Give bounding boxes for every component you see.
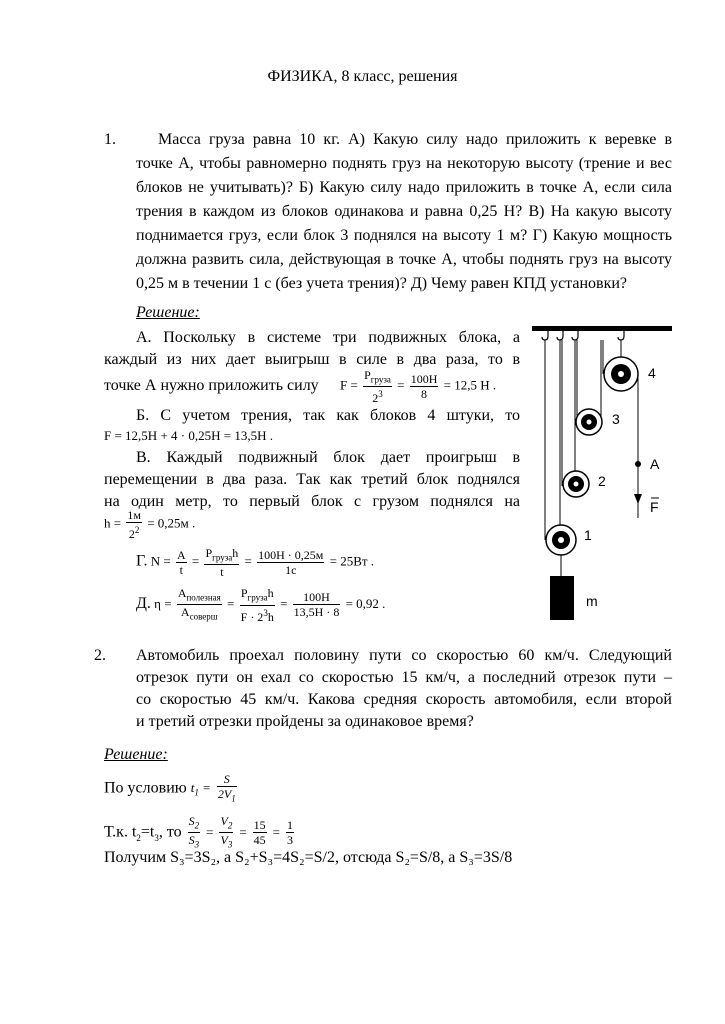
label-3: 3 bbox=[612, 411, 620, 427]
part-a-formula: F = $\frac{P_{груза}}{2^3}$ = $\frac{100Н}{8}$ = 12,5 Н . bbox=[340, 368, 497, 406]
part-g-formula: Г. N = $\frac{A}{t}$ = $\frac{P_{груза}h}{t}$ = $\frac{100Н \cdot 0,25м}{1с}$ = 25Вт . bbox=[136, 546, 375, 580]
ceiling-bar bbox=[532, 326, 672, 331]
solution-2-ratio: Т.к. $t_2=t_3$, то $\frac{S_2}{S_3}$ = $\frac{V_2}{V_3}$ = $\frac{15}{45}$ = $\frac{1}{3}$ bbox=[104, 814, 294, 850]
pulley-4 bbox=[604, 357, 656, 391]
part-b-formula: F = 12,5Н + 4 · 0,25Н = 13,5Н . bbox=[104, 428, 273, 443]
force-arrow-head bbox=[634, 494, 642, 504]
part-a-line-1: А. Поскольку в системе три подвижных блока, а bbox=[136, 329, 520, 346]
solution-2-label: Решение: bbox=[104, 746, 168, 763]
problem-2-line-3: со скоростью 45 км/ч. Какова средняя скорость автомобиля, если второй bbox=[136, 691, 672, 708]
fraction-100-over-8: $\frac{100Н}{8}$ bbox=[410, 372, 438, 402]
page-title: ФИЗИКА, 8 класс, решения bbox=[267, 68, 458, 85]
part-c-line-1: В. Каждый подвижный блок дает проигрыш в bbox=[136, 449, 520, 466]
pulley-2 bbox=[563, 471, 606, 497]
solution-2-condition: По условию $t_1$ = $\frac{S}{2V_1}$ bbox=[104, 772, 236, 804]
part-c-line-2: перемещении в два раза. Так как третий блок поднялся bbox=[104, 471, 520, 488]
fraction-1m-over-4: $\frac{1м}{2^2}$ bbox=[127, 508, 141, 541]
problem-1-text: точке А, чтобы равномерно поднять груз на некоторую высоту (трение и вес блоков не учитывать)? Б) Какую силу надо приложить в точке А, если сила трения в каждом из блоков одинакова и равна 0,25 Н? В) На какую высоту поднимается груз, если блок 3 поднялся на высоту 1 м? Г) Какую мощность должна развить сила, действующая в точке А, чтобы поднять груз на высоту 0,25 м в течении 1 с (без учета трения)? Д) Чему равен КПД установки? bbox=[136, 155, 672, 292]
problem-2-line-1: Автомобиль проехал половину пути со скоростью 60 км/ч. Следующий bbox=[136, 647, 672, 664]
part-d-formula: Д. η = $\frac{A_{полезная}}{A_{соверш}}$ = $\frac{P_{груза}h}{F \cdot 2^3h}$ = $\frac{100Н}{13,5Н \cdot 8}$ = 0,92 . bbox=[136, 586, 386, 624]
part-b-line-1: Б. С учетом трения, так как блоков 4 штуки, то bbox=[136, 407, 520, 424]
part-a-line-3: точке А нужно приложить силу bbox=[104, 377, 319, 394]
solution-1-label: Решение: bbox=[136, 304, 200, 321]
problem-2-number: 2. bbox=[94, 647, 106, 664]
fraction-weight-over-8: $\frac{P_{груза}}{2^3}$ bbox=[364, 368, 391, 406]
label-4: 4 bbox=[648, 365, 656, 381]
label-2: 2 bbox=[598, 473, 606, 489]
problem-2-line-4: и третий отрезки пройдены за одинаковое время? bbox=[136, 713, 474, 730]
label-force: F bbox=[650, 499, 659, 515]
label-1: 1 bbox=[584, 527, 592, 543]
part-a-line-2: каждый из них дает выигрыш в силе в два раза, то в bbox=[104, 351, 520, 368]
ceiling-hooks bbox=[542, 331, 624, 340]
part-c-line-3: на один метр, то первый блок с грузом поднялся на bbox=[104, 493, 520, 510]
pulley-diagram bbox=[530, 318, 675, 628]
load-block bbox=[550, 576, 574, 620]
label-point-a: A bbox=[650, 456, 660, 472]
pulley-3 bbox=[576, 409, 620, 435]
point-a-dot bbox=[635, 461, 641, 467]
solution-2-final: Получим S₃=3S₂, а S₂+S₃=4S₂=S/2, отсюда S₂=S/8, а S₃=3S/8 bbox=[104, 849, 513, 866]
problem-2-line-2: отрезок пути он ехал со скоростью 15 км/ч, а последний отрезок пути – bbox=[136, 669, 672, 686]
problem-1-number: 1. bbox=[104, 131, 116, 148]
part-c-formula: h = $\frac{1м}{2^2}$ = 0,25м . bbox=[104, 508, 196, 541]
problem-1-first-line: Масса груза равна 10 кг. А) Какую силу надо приложить к веревке в bbox=[158, 131, 672, 148]
formula-f: F = bbox=[340, 377, 358, 393]
pulley-1 bbox=[546, 525, 592, 555]
label-mass: m bbox=[586, 593, 598, 609]
